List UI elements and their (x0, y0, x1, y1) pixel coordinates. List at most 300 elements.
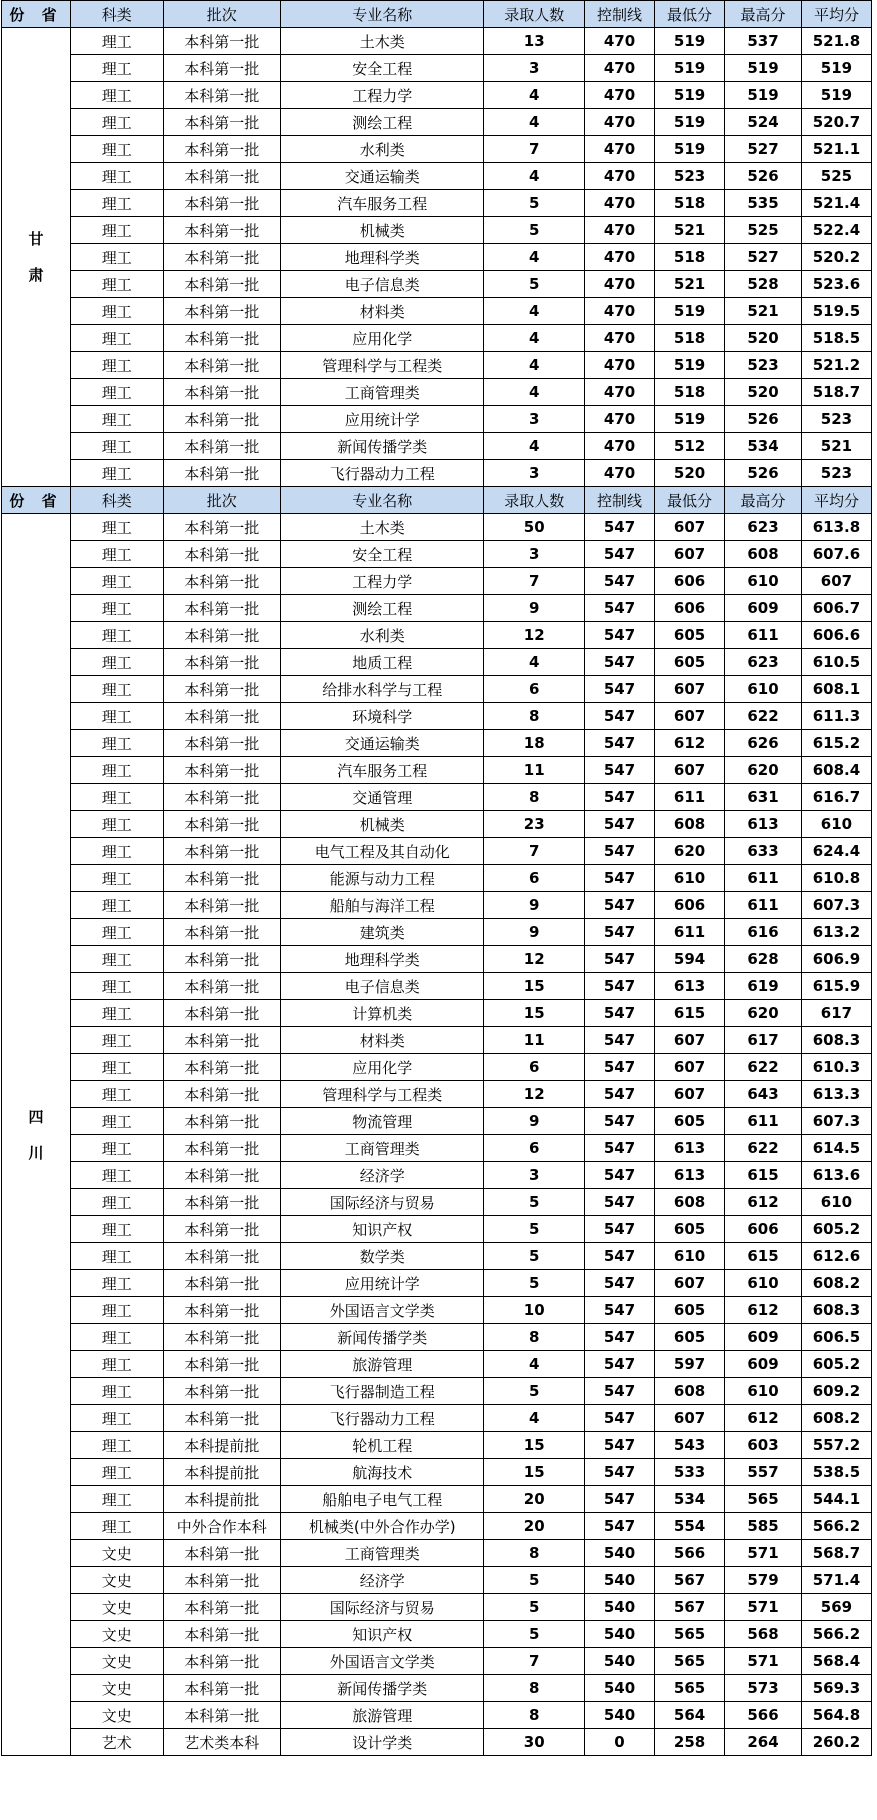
admitted-count-cell: 3 (484, 55, 585, 82)
control-line-cell: 547 (584, 730, 654, 757)
control-line-cell: 540 (584, 1540, 654, 1567)
avg-score-cell: 610.5 (801, 649, 871, 676)
batch-cell: 本科第一批 (163, 838, 281, 865)
admitted-count-cell: 18 (484, 730, 585, 757)
control-line-cell: 547 (584, 1027, 654, 1054)
header-min-score: 最低分 (655, 1, 725, 28)
batch-cell: 本科第一批 (163, 217, 281, 244)
category-cell: 文史 (70, 1567, 163, 1594)
major-name-cell: 电子信息类 (281, 271, 484, 298)
control-line-cell: 470 (584, 190, 654, 217)
max-score-cell: 612 (725, 1189, 802, 1216)
avg-score-cell: 624.4 (801, 838, 871, 865)
max-score-cell: 619 (725, 973, 802, 1000)
major-name-cell: 测绘工程 (281, 109, 484, 136)
max-score-cell: 611 (725, 1108, 802, 1135)
avg-score-cell: 607.6 (801, 541, 871, 568)
avg-score-cell: 612.6 (801, 1243, 871, 1270)
category-cell: 理工 (70, 514, 163, 541)
batch-cell: 本科第一批 (163, 298, 281, 325)
major-name-cell: 测绘工程 (281, 595, 484, 622)
batch-cell: 本科第一批 (163, 892, 281, 919)
admitted-count-cell: 4 (484, 109, 585, 136)
control-line-cell: 547 (584, 541, 654, 568)
max-score-cell: 264 (725, 1729, 802, 1756)
batch-cell: 本科第一批 (163, 757, 281, 784)
control-line-cell: 547 (584, 865, 654, 892)
control-line-cell: 470 (584, 55, 654, 82)
category-cell: 理工 (70, 1486, 163, 1513)
category-cell: 理工 (70, 1189, 163, 1216)
batch-cell: 本科第一批 (163, 28, 281, 55)
header-control-line: 控制线 (584, 1, 654, 28)
batch-cell: 本科第一批 (163, 703, 281, 730)
avg-score-cell: 564.8 (801, 1702, 871, 1729)
max-score-cell: 617 (725, 1027, 802, 1054)
min-score-cell: 567 (655, 1594, 725, 1621)
table-row (2, 217, 872, 244)
control-line-cell: 547 (584, 514, 654, 541)
min-score-cell: 564 (655, 1702, 725, 1729)
max-score-cell: 611 (725, 622, 802, 649)
admitted-count-cell: 4 (484, 379, 585, 406)
table-row (2, 163, 872, 190)
control-line-cell: 547 (584, 811, 654, 838)
admitted-count-cell: 5 (484, 1189, 585, 1216)
avg-score-cell: 525 (801, 163, 871, 190)
batch-cell: 本科第一批 (163, 136, 281, 163)
table-row (2, 1594, 872, 1621)
province-char: 肃 (28, 266, 44, 284)
category-cell: 理工 (70, 1459, 163, 1486)
min-score-cell: 607 (655, 703, 725, 730)
table-row (2, 865, 872, 892)
min-score-cell: 615 (655, 1000, 725, 1027)
control-line-cell: 547 (584, 1270, 654, 1297)
header-max-score: 最高分 (725, 1, 802, 28)
table-row (2, 703, 872, 730)
avg-score-cell: 523 (801, 460, 871, 487)
batch-cell: 本科第一批 (163, 325, 281, 352)
table-row (2, 1675, 872, 1702)
admitted-count-cell: 5 (484, 271, 585, 298)
category-cell: 文史 (70, 1621, 163, 1648)
major-name-cell: 新闻传播学类 (281, 433, 484, 460)
max-score-cell: 537 (725, 28, 802, 55)
min-score-cell: 605 (655, 1216, 725, 1243)
major-name-cell: 物流管理 (281, 1108, 484, 1135)
table-row (2, 1054, 872, 1081)
control-line-cell: 547 (584, 703, 654, 730)
control-line-cell: 540 (584, 1621, 654, 1648)
avg-score-cell: 519.5 (801, 298, 871, 325)
table-row (2, 1648, 872, 1675)
category-cell: 理工 (70, 1378, 163, 1405)
category-cell: 理工 (70, 379, 163, 406)
table-row (2, 244, 872, 271)
control-line-cell: 470 (584, 406, 654, 433)
max-score-cell: 611 (725, 892, 802, 919)
min-score-cell: 607 (655, 514, 725, 541)
min-score-cell: 605 (655, 649, 725, 676)
major-name-cell: 机械类 (281, 217, 484, 244)
admitted-count-cell: 13 (484, 28, 585, 55)
table-row (2, 1027, 872, 1054)
batch-cell: 本科第一批 (163, 622, 281, 649)
max-score-cell: 585 (725, 1513, 802, 1540)
min-score-cell: 620 (655, 838, 725, 865)
max-score-cell: 611 (725, 865, 802, 892)
header-admitted-count: 录取人数 (484, 487, 585, 514)
major-name-cell: 知识产权 (281, 1621, 484, 1648)
header-major: 专业名称 (281, 1, 484, 28)
table-row (2, 1621, 872, 1648)
max-score-cell: 610 (725, 1270, 802, 1297)
batch-cell: 本科第一批 (163, 82, 281, 109)
header-admitted-count: 录取人数 (484, 1, 585, 28)
header-batch: 批次 (163, 1, 281, 28)
major-name-cell: 设计学类 (281, 1729, 484, 1756)
avg-score-cell: 606.5 (801, 1324, 871, 1351)
batch-cell: 本科第一批 (163, 1270, 281, 1297)
avg-score-cell: 518.7 (801, 379, 871, 406)
admitted-count-cell: 4 (484, 433, 585, 460)
admitted-count-cell: 4 (484, 1405, 585, 1432)
category-cell: 理工 (70, 1405, 163, 1432)
major-name-cell: 汽车服务工程 (281, 757, 484, 784)
admitted-count-cell: 5 (484, 1621, 585, 1648)
table-row (2, 784, 872, 811)
max-score-cell: 623 (725, 514, 802, 541)
min-score-cell: 597 (655, 1351, 725, 1378)
min-score-cell: 607 (655, 1081, 725, 1108)
max-score-cell: 608 (725, 541, 802, 568)
avg-score-cell: 605.2 (801, 1351, 871, 1378)
category-cell: 理工 (70, 1216, 163, 1243)
table-row (2, 379, 872, 406)
avg-score-cell: 523.6 (801, 271, 871, 298)
control-line-cell: 547 (584, 946, 654, 973)
batch-cell: 本科第一批 (163, 541, 281, 568)
major-name-cell: 管理科学与工程类 (281, 352, 484, 379)
admitted-count-cell: 12 (484, 1081, 585, 1108)
max-score-cell: 568 (725, 1621, 802, 1648)
table-row (2, 730, 872, 757)
admitted-count-cell: 30 (484, 1729, 585, 1756)
category-cell: 理工 (70, 649, 163, 676)
admitted-count-cell: 20 (484, 1513, 585, 1540)
province-char: 川 (28, 1143, 44, 1162)
admitted-count-cell: 12 (484, 622, 585, 649)
max-score-cell: 566 (725, 1702, 802, 1729)
batch-cell: 本科第一批 (163, 55, 281, 82)
major-name-cell: 地质工程 (281, 649, 484, 676)
control-line-cell: 547 (584, 1432, 654, 1459)
admitted-count-cell: 4 (484, 244, 585, 271)
avg-score-cell: 521 (801, 433, 871, 460)
major-name-cell: 电子信息类 (281, 973, 484, 1000)
category-cell: 理工 (70, 1432, 163, 1459)
control-line-cell: 470 (584, 82, 654, 109)
table-row (2, 541, 872, 568)
control-line-cell: 547 (584, 1135, 654, 1162)
control-line-cell: 547 (584, 1459, 654, 1486)
batch-cell: 本科第一批 (163, 1702, 281, 1729)
batch-cell: 本科提前批 (163, 1459, 281, 1486)
category-cell: 理工 (70, 892, 163, 919)
batch-cell: 中外合作本科 (163, 1513, 281, 1540)
major-name-cell: 水利类 (281, 136, 484, 163)
max-score-cell: 620 (725, 1000, 802, 1027)
table-row (2, 1513, 872, 1540)
admitted-count-cell: 8 (484, 1702, 585, 1729)
avg-score-cell: 614.5 (801, 1135, 871, 1162)
batch-cell: 本科提前批 (163, 1432, 281, 1459)
avg-score-cell: 569 (801, 1594, 871, 1621)
batch-cell: 本科第一批 (163, 460, 281, 487)
admitted-count-cell: 8 (484, 1540, 585, 1567)
control-line-cell: 547 (584, 1513, 654, 1540)
table-row (2, 514, 872, 541)
avg-score-cell: 606.7 (801, 595, 871, 622)
control-line-cell: 540 (584, 1702, 654, 1729)
batch-cell: 本科第一批 (163, 595, 281, 622)
category-cell: 理工 (70, 244, 163, 271)
category-cell: 文史 (70, 1648, 163, 1675)
min-score-cell: 543 (655, 1432, 725, 1459)
control-line-cell: 470 (584, 298, 654, 325)
min-score-cell: 613 (655, 1135, 725, 1162)
max-score-cell: 524 (725, 109, 802, 136)
admitted-count-cell: 4 (484, 82, 585, 109)
table-row (2, 595, 872, 622)
admitted-count-cell: 5 (484, 1243, 585, 1270)
category-cell: 理工 (70, 784, 163, 811)
control-line-cell: 547 (584, 1486, 654, 1513)
control-line-cell: 547 (584, 973, 654, 1000)
batch-cell: 本科第一批 (163, 1108, 281, 1135)
min-score-cell: 608 (655, 1189, 725, 1216)
max-score-cell: 606 (725, 1216, 802, 1243)
control-line-cell: 547 (584, 757, 654, 784)
avg-score-cell: 520.7 (801, 109, 871, 136)
category-cell: 理工 (70, 568, 163, 595)
avg-score-cell: 607 (801, 568, 871, 595)
table-body (2, 1, 872, 1756)
min-score-cell: 520 (655, 460, 725, 487)
batch-cell: 本科第一批 (163, 379, 281, 406)
batch-cell: 本科第一批 (163, 1405, 281, 1432)
max-score-cell: 571 (725, 1540, 802, 1567)
min-score-cell: 518 (655, 190, 725, 217)
major-name-cell: 机械类 (281, 811, 484, 838)
table-row (2, 109, 872, 136)
admitted-count-cell: 6 (484, 1135, 585, 1162)
table-row (2, 568, 872, 595)
min-score-cell: 607 (655, 1054, 725, 1081)
max-score-cell: 528 (725, 271, 802, 298)
category-cell: 理工 (70, 919, 163, 946)
control-line-cell: 547 (584, 1162, 654, 1189)
major-name-cell: 船舶电子电气工程 (281, 1486, 484, 1513)
min-score-cell: 613 (655, 973, 725, 1000)
table-row (2, 838, 872, 865)
min-score-cell: 567 (655, 1567, 725, 1594)
table-row (2, 460, 872, 487)
admitted-count-cell: 5 (484, 1216, 585, 1243)
avg-score-cell: 609.2 (801, 1378, 871, 1405)
category-cell: 理工 (70, 973, 163, 1000)
major-name-cell: 建筑类 (281, 919, 484, 946)
category-cell: 理工 (70, 595, 163, 622)
control-line-cell: 470 (584, 325, 654, 352)
admitted-count-cell: 3 (484, 460, 585, 487)
max-score-cell: 615 (725, 1243, 802, 1270)
admitted-count-cell: 6 (484, 1054, 585, 1081)
batch-cell: 本科第一批 (163, 568, 281, 595)
min-score-cell: 521 (655, 271, 725, 298)
batch-cell: 本科第一批 (163, 1378, 281, 1405)
min-score-cell: 606 (655, 892, 725, 919)
category-cell: 理工 (70, 109, 163, 136)
batch-cell: 本科第一批 (163, 352, 281, 379)
header-control-line: 控制线 (584, 487, 654, 514)
admitted-count-cell: 12 (484, 946, 585, 973)
major-name-cell: 旅游管理 (281, 1351, 484, 1378)
max-score-cell: 626 (725, 730, 802, 757)
min-score-cell: 565 (655, 1648, 725, 1675)
min-score-cell: 607 (655, 1270, 725, 1297)
batch-cell: 本科第一批 (163, 649, 281, 676)
min-score-cell: 613 (655, 1162, 725, 1189)
max-score-cell: 527 (725, 136, 802, 163)
table-row (2, 433, 872, 460)
category-cell: 理工 (70, 136, 163, 163)
admitted-count-cell: 7 (484, 1648, 585, 1675)
max-score-cell: 520 (725, 325, 802, 352)
category-cell: 理工 (70, 433, 163, 460)
max-score-cell: 519 (725, 55, 802, 82)
max-score-cell: 535 (725, 190, 802, 217)
control-line-cell: 547 (584, 595, 654, 622)
control-line-cell: 547 (584, 1054, 654, 1081)
batch-cell: 本科第一批 (163, 811, 281, 838)
category-cell: 理工 (70, 55, 163, 82)
avg-score-cell: 566.2 (801, 1621, 871, 1648)
category-cell: 理工 (70, 730, 163, 757)
table-row (2, 1162, 872, 1189)
control-line-cell: 470 (584, 460, 654, 487)
table-row (2, 1189, 872, 1216)
batch-cell: 本科第一批 (163, 1189, 281, 1216)
batch-cell: 艺术类本科 (163, 1729, 281, 1756)
table-row (2, 28, 872, 55)
category-cell: 艺术 (70, 1729, 163, 1756)
major-name-cell: 应用统计学 (281, 1270, 484, 1297)
batch-cell: 本科第一批 (163, 190, 281, 217)
table-row (2, 1432, 872, 1459)
batch-cell: 本科第一批 (163, 1081, 281, 1108)
major-name-cell: 应用化学 (281, 325, 484, 352)
table-row (2, 1297, 872, 1324)
major-name-cell: 国际经济与贸易 (281, 1594, 484, 1621)
table-row (2, 892, 872, 919)
admitted-count-cell: 4 (484, 649, 585, 676)
avg-score-cell: 608.1 (801, 676, 871, 703)
avg-score-cell: 260.2 (801, 1729, 871, 1756)
admitted-count-cell: 5 (484, 190, 585, 217)
category-cell: 理工 (70, 703, 163, 730)
major-name-cell: 交通运输类 (281, 163, 484, 190)
admitted-count-cell: 8 (484, 784, 585, 811)
max-score-cell: 612 (725, 1405, 802, 1432)
avg-score-cell: 518.5 (801, 325, 871, 352)
major-name-cell: 旅游管理 (281, 1702, 484, 1729)
max-score-cell: 623 (725, 649, 802, 676)
category-cell: 理工 (70, 676, 163, 703)
control-line-cell: 547 (584, 622, 654, 649)
min-score-cell: 519 (655, 136, 725, 163)
category-cell: 理工 (70, 622, 163, 649)
category-cell: 理工 (70, 1324, 163, 1351)
table-row (2, 919, 872, 946)
avg-score-cell: 520.2 (801, 244, 871, 271)
category-cell: 理工 (70, 217, 163, 244)
major-name-cell: 经济学 (281, 1567, 484, 1594)
min-score-cell: 533 (655, 1459, 725, 1486)
major-name-cell: 应用化学 (281, 1054, 484, 1081)
category-cell: 理工 (70, 1297, 163, 1324)
batch-cell: 本科第一批 (163, 973, 281, 1000)
min-score-cell: 605 (655, 1297, 725, 1324)
table-row (2, 298, 872, 325)
min-score-cell: 518 (655, 325, 725, 352)
major-name-cell: 知识产权 (281, 1216, 484, 1243)
admitted-count-cell: 5 (484, 1594, 585, 1621)
avg-score-cell: 605.2 (801, 1216, 871, 1243)
table-row (2, 649, 872, 676)
max-score-cell: 628 (725, 946, 802, 973)
max-score-cell: 557 (725, 1459, 802, 1486)
avg-score-cell: 606.6 (801, 622, 871, 649)
avg-score-cell: 606.9 (801, 946, 871, 973)
major-name-cell: 管理科学与工程类 (281, 1081, 484, 1108)
max-score-cell: 526 (725, 163, 802, 190)
category-cell: 理工 (70, 1000, 163, 1027)
avg-score-cell: 608.2 (801, 1270, 871, 1297)
control-line-cell: 540 (584, 1567, 654, 1594)
control-line-cell: 547 (584, 1324, 654, 1351)
batch-cell: 本科第一批 (163, 1027, 281, 1054)
province-cell (2, 514, 71, 1756)
avg-score-cell: 607.3 (801, 1108, 871, 1135)
control-line-cell: 547 (584, 568, 654, 595)
table-row (2, 757, 872, 784)
control-line-cell: 547 (584, 919, 654, 946)
min-score-cell: 519 (655, 55, 725, 82)
avg-score-cell: 613.2 (801, 919, 871, 946)
batch-cell: 本科第一批 (163, 406, 281, 433)
min-score-cell: 521 (655, 217, 725, 244)
table-row (2, 1351, 872, 1378)
major-name-cell: 交通管理 (281, 784, 484, 811)
max-score-cell: 520 (725, 379, 802, 406)
avg-score-cell: 568.7 (801, 1540, 871, 1567)
batch-cell: 本科第一批 (163, 1216, 281, 1243)
min-score-cell: 612 (655, 730, 725, 757)
admitted-count-cell: 3 (484, 1162, 585, 1189)
major-name-cell: 应用统计学 (281, 406, 484, 433)
